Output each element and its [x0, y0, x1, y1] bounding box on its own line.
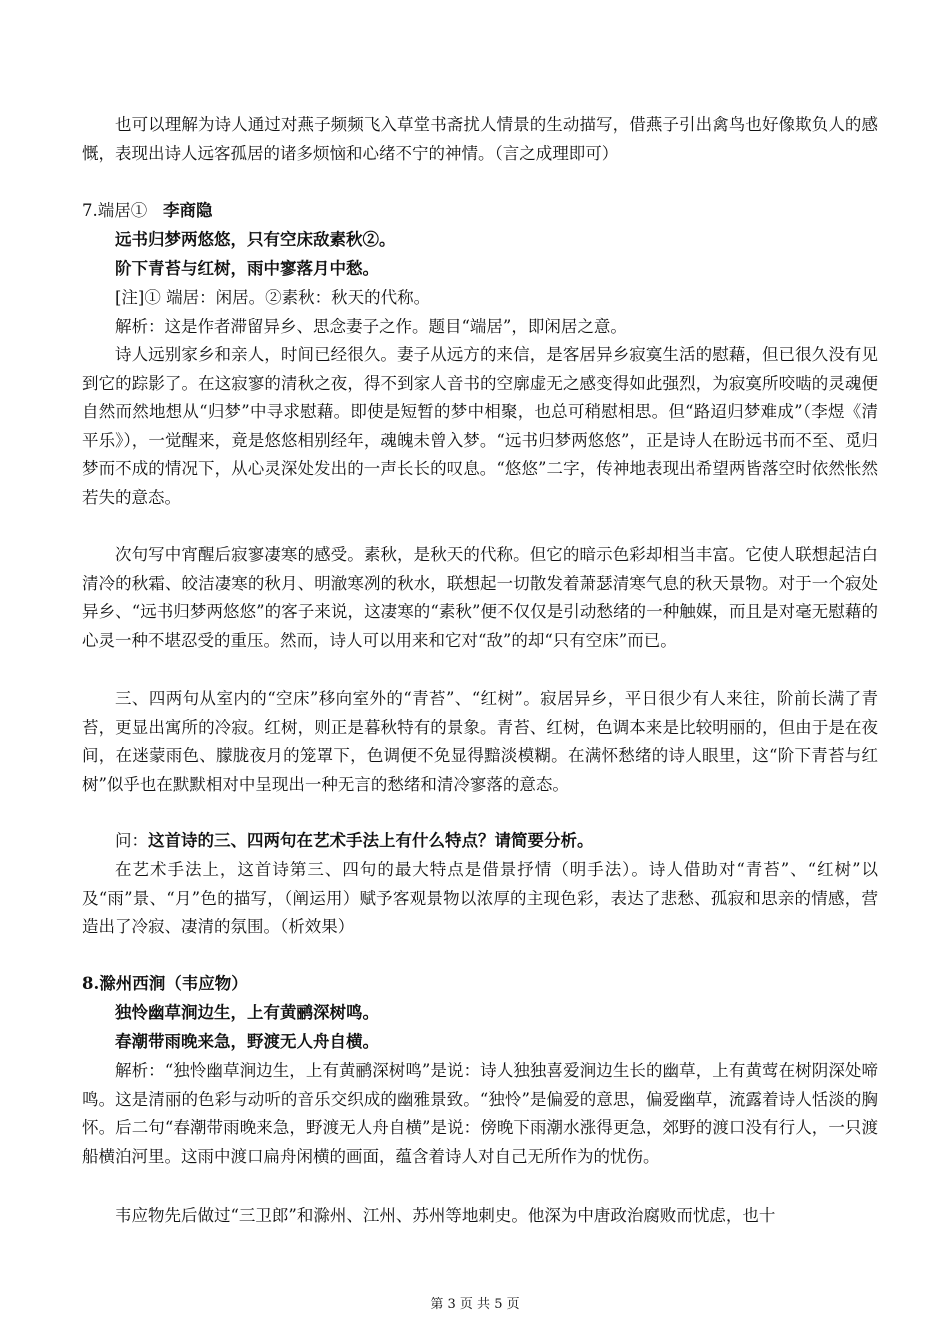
heading-poem-8: 8.滁州西涧（韦应物）	[82, 974, 248, 993]
analysis-paragraph: 三、四两句从室内的“空床”移向室外的“青苔”、“红树”。寂居异乡，平日很少有人来往，阶前长满了青苔，更显出寓所的冷寂。红树，则正是暮秋特有的景象。青苔、红树，色调本来是比较明丽的，但由于是在夜间，在迷蒙雨色、朦胧夜月的笼罩下，色调便不免显得黯淡模糊。在满怀愁绪的诗人眼里，这“阶下青苔与红树”似乎也在默默相对中呈现出一种无言的愁绪和清冷寥落的意态。	[82, 689, 878, 794]
analysis-paragraph: 诗人远别家乡和亲人，时间已经很久。妻子从远方的来信，是客居异乡寂寞生活的慰藉，但已很久没有见到它的踪影了。在这寂寥的清秋之夜，得不到家人音书的空廓虚无之感变得如此强烈，为寂寞所咬啮的灵魂便自然而然地想从“归梦”中寻求慰藉。即使是短暂的梦中相聚，也总可稍慰相思。但“路迢归梦难成”（李煜《清平乐》），一觉醒来，竟是悠悠相别经年，魂魄未曾入梦。“远书归梦两悠悠”，正是诗人在盼远书而不至、觅归梦而不成的情况下，从心灵深处发出的一声长长的叹息。“悠悠”二字，传神地表现出希望两皆落空时依然怅然若失的意态。	[82, 345, 878, 507]
question-text: 这首诗的三、四两句在艺术手法上有什么特点？请简要分析。	[148, 831, 594, 850]
answer-paragraph: 在艺术手法上，这首诗第三、四句的最大特点是借景抒情（明手法）。诗人借助对“青苔”、“红树”以及“雨”景、“月”色的描写，（阐运用）赋予客观景物以浓厚的主现色彩，表达了悲愁、孤寂和思亲的情感，营造出了冷寂、凄清的氛围。（析效果）	[82, 860, 878, 936]
poem-line: 阶下青苔与红树，雨中寥落月中愁。	[115, 259, 379, 278]
poem-line: 独怜幽草涧边生，上有黄鹂深树鸣。	[115, 1003, 379, 1022]
analysis-paragraph: 解析：这是作者滞留异乡、思念妻子之作。题目“端居”，即闲居之意。	[115, 317, 627, 336]
heading-author: 李商隐	[163, 201, 213, 220]
question	[82, 827, 878, 856]
heading-number: 7.端居①	[82, 201, 148, 220]
poem-line: 远书归梦两悠悠，只有空床敌素秋②。	[115, 230, 396, 249]
heading-poem-7	[82, 197, 878, 226]
analysis-paragraph: 次句写中宵醒后寂寥凄寒的感受。素秋，是秋天的代称。但它的暗示色彩却相当丰富。它使人联想起洁白清冷的秋霜、皎洁凄寒的秋月、明澈寒冽的秋水，联想起一切散发着萧瑟清寒气息的秋天景物。对于一个寂处异乡、“远书归梦两悠悠”的客子来说，这凄寒的“素秋”便不仅仅是引动愁绪的一种触媒，而且是对毫无慰藉的心灵一种不堪忍受的重压。然而，诗人可以用来和它对“敌”的却“只有空床”而已。	[82, 545, 878, 650]
poem-line: 春潮带雨晚来急，野渡无人舟自横。	[115, 1032, 379, 1051]
question-prefix: 问：	[115, 831, 148, 850]
analysis-paragraph: 解析：“独怜幽草涧边生，上有黄鹂深树鸣”是说：诗人独独喜爱涧边生长的幽草，上有黄莺在树阴深处啼鸣。这是清丽的色彩与动听的音乐交织成的幽雅景致。“独怜”是偏爱的意思，偏爱幽草，流露着诗人恬淡的胸怀。后二句“春潮带雨晚来急，野渡无人舟自横”是说：傍晚下雨潮水涨得更急，郊野的渡口没有行人，一只渡船横泊河里。这雨中渡口扁舟闲横的画面，蕴含着诗人对自己无所作为的忧伤。	[82, 1061, 878, 1166]
analysis-paragraph: 韦应物先后做过“三卫郎”和滁州、江州、苏州等地刺史。他深为中唐政治腐败而忧虑，也十	[115, 1206, 776, 1225]
paragraph-intro: 也可以理解为诗人通过对燕子频频飞入草堂书斋扰人情景的生动描写，借燕子引出禽鸟也好像欺负人的感慨，表现出诗人远客孤居的诸多烦恼和心绪不宁的神情。（言之成理即可）	[82, 115, 878, 163]
page-footer: 第 3 页 共 5 页	[430, 1297, 520, 1312]
poem-note: [注]① 端居：闲居。②素秋：秋天的代称。	[115, 288, 431, 307]
